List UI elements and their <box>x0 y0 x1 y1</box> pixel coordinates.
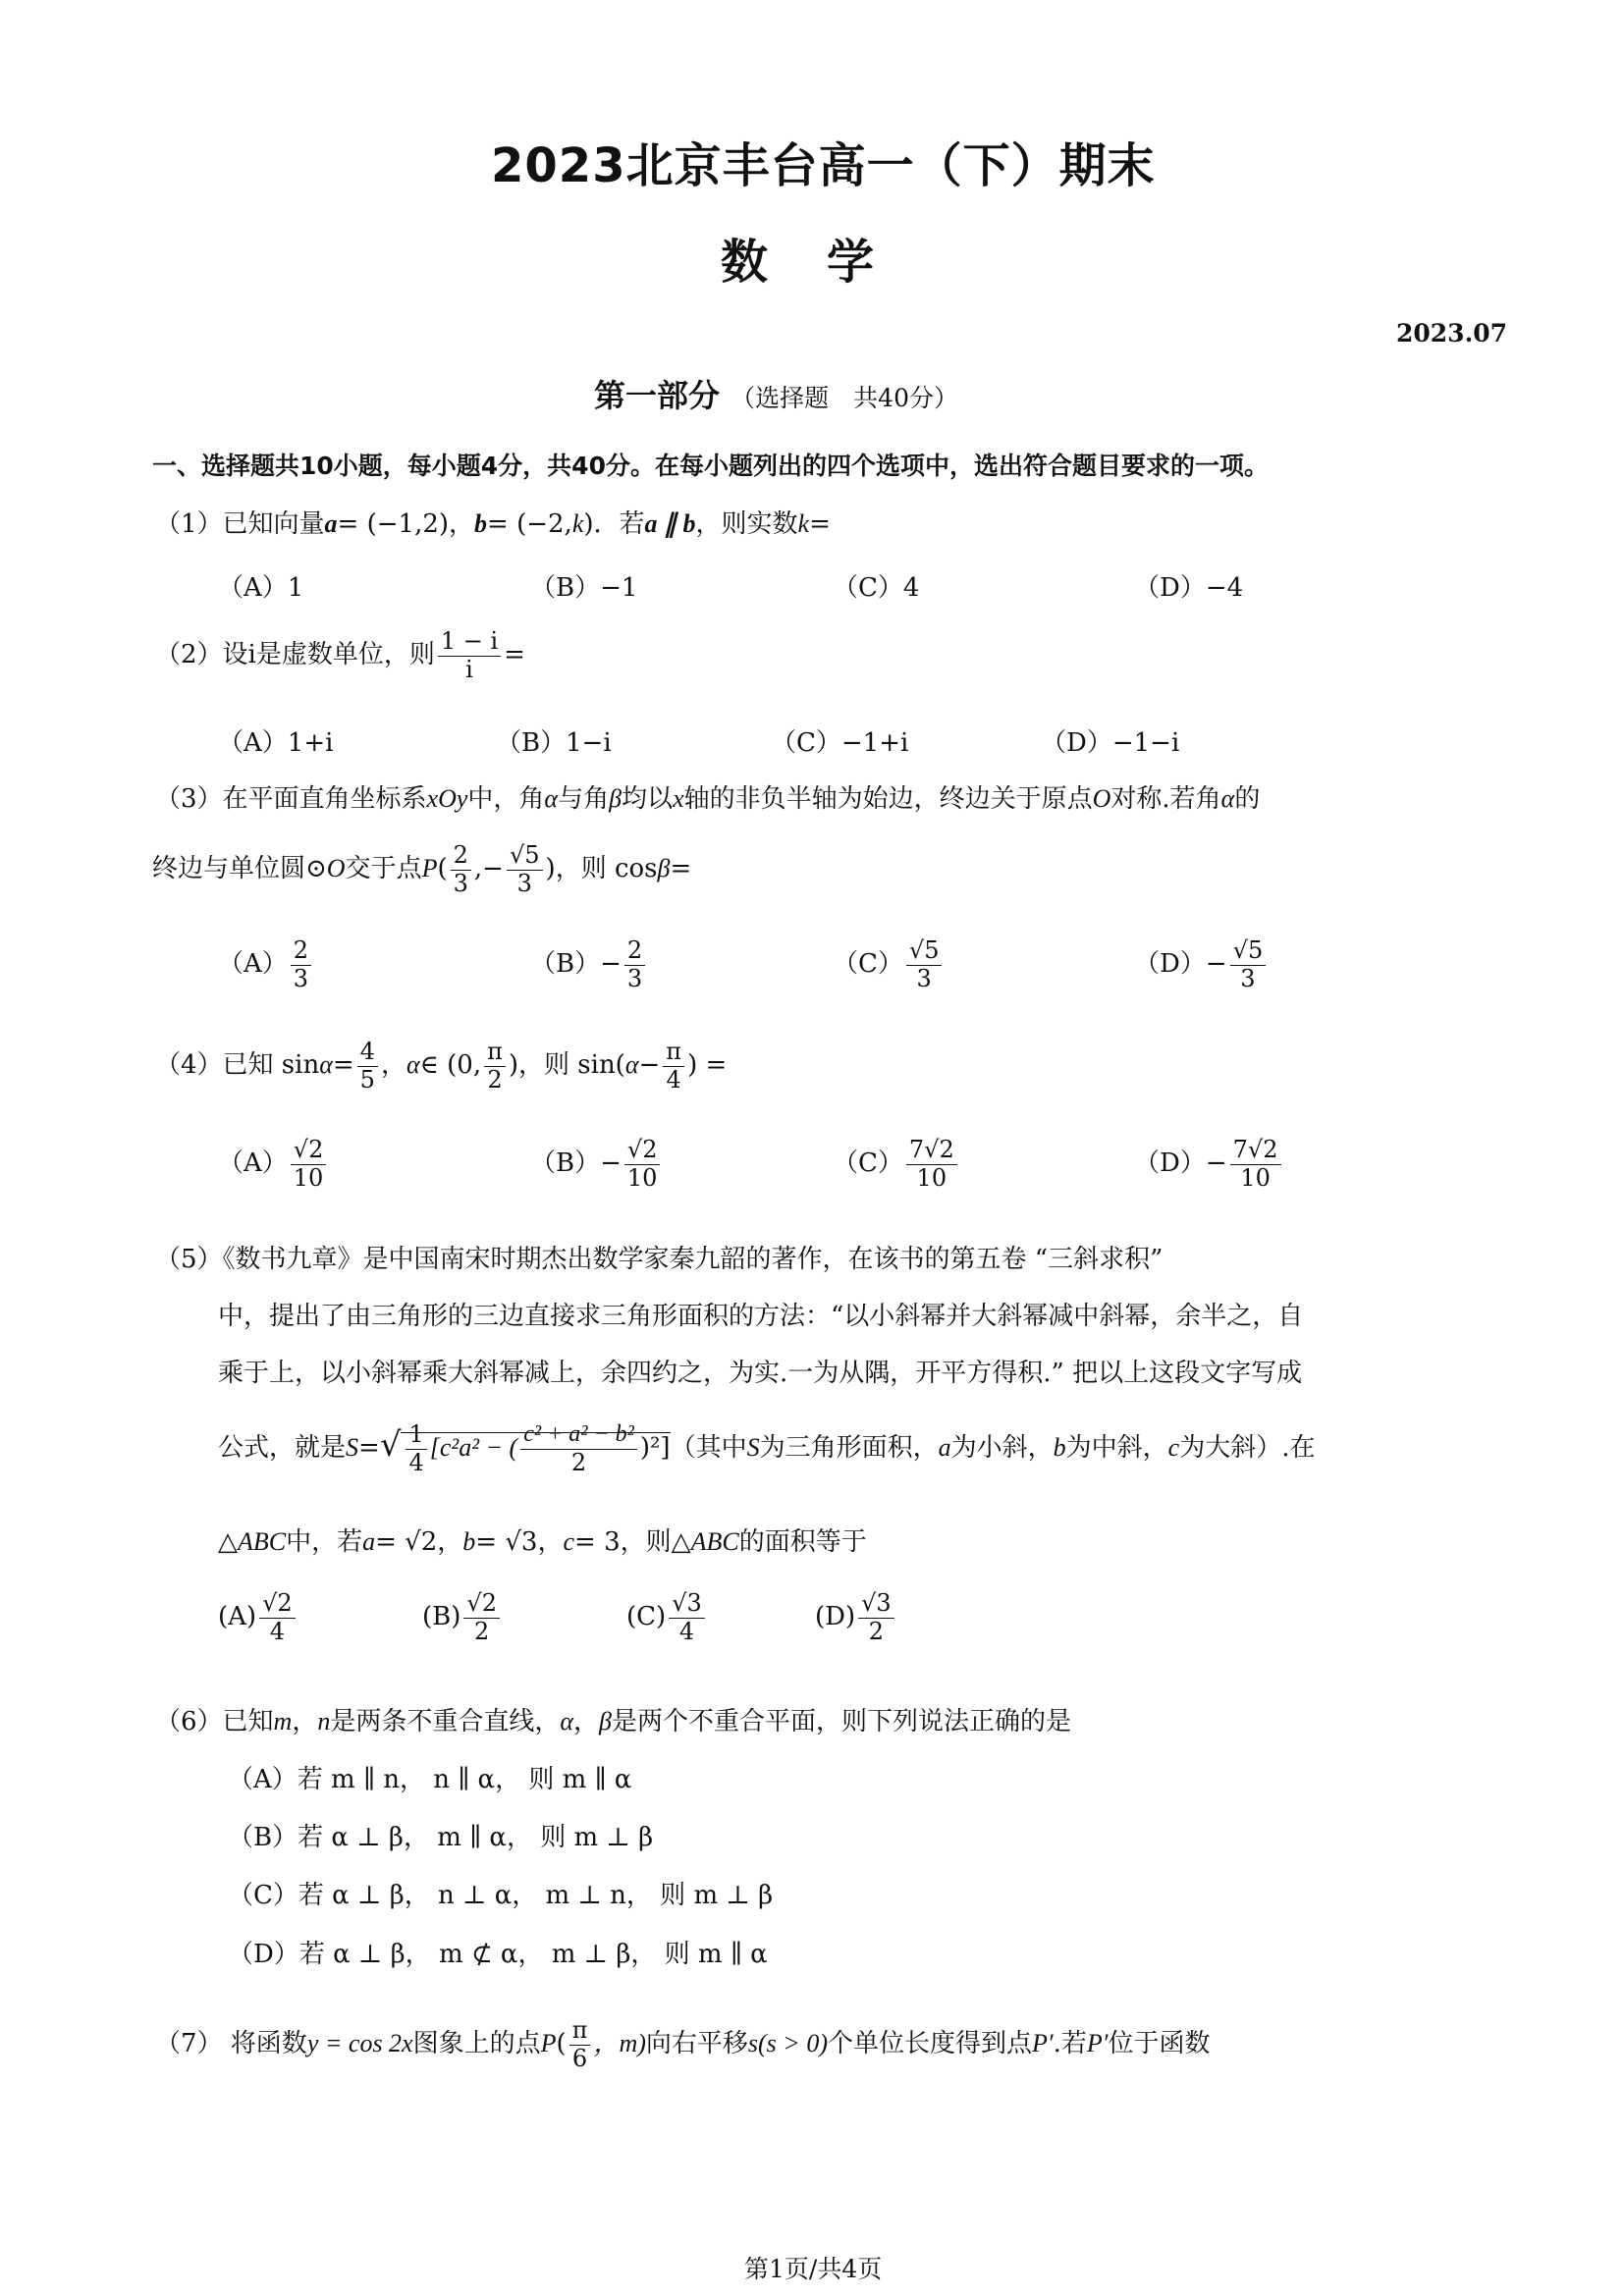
q1-option-c[interactable]: （C）4 <box>833 573 920 603</box>
question-2: （2）设i是虚数单位，则 $\frac{1 - i}{i}$ = <box>155 627 525 683</box>
q3-option-b[interactable]: （B）− $\frac{2}{3}$ <box>530 937 648 992</box>
page-title: 2023北京丰台高一（下）期末 <box>491 138 1156 193</box>
part-heading <box>594 371 958 416</box>
page-footer: 第1页/共4页 <box>744 2255 883 2283</box>
question-3-line-1: （3）在平面直角坐标系xOy中，角α与角β均以x轴的非负半轴为始边，终边关于原点O对称.若角α的 <box>155 784 1261 814</box>
q4-option-d[interactable]: （D）− $\frac{7√2}{10}$ <box>1134 1137 1284 1192</box>
exam-date: 2023.07 <box>1396 319 1508 347</box>
q2-option-d[interactable]: （D）−1−i <box>1041 728 1180 758</box>
q2-option-b[interactable]: （B）1−i <box>496 728 612 758</box>
q5-option-c[interactable]: (C) $\frac{√3}{4}$ <box>626 1590 708 1645</box>
question-3-line-2: 终边与单位圆⊙O交于点P( $\frac{2}{3}$ ,− $\frac{√5}{3}$ )，则 cosβ= <box>152 841 692 897</box>
question-7: （7） 将函数y = cos 2x图象上的点P( $\frac{\pi}{6}$ ，m)向右平移s(s > 0)个单位长度得到点P′.若P′位于函数 <box>155 2016 1211 2072</box>
subject-title: 数学 <box>721 235 934 290</box>
section-instructions: 一、选择题共10小题，每小题4分，共40分。在每小题列出的四个选项中，选出符合题目要求的一项。 <box>152 452 1269 480</box>
question-4: （4）已知 sinα= $\frac{4}{5}$ ，α∈ (0, $\frac{\pi}{2}$ )，则 sin(α− $\frac{\pi}{4}$ ) = <box>155 1038 728 1094</box>
q2-option-c[interactable]: （C）−1+i <box>771 728 909 758</box>
q6-option-c[interactable]: （C）若 α ⊥ β， n ⊥ α， m ⊥ n， 则 m ⊥ β <box>228 1881 774 1910</box>
q1-option-b[interactable]: （B）−1 <box>530 573 638 603</box>
q4-option-a[interactable]: （A） $\frac{√2}{10}$ <box>218 1137 329 1192</box>
q1-option-d[interactable]: （D）−4 <box>1134 573 1244 603</box>
question-1: （1）已知向量a= (−1,2)，b= (−2,k)．若a ∥ b，则实数k= <box>155 509 831 539</box>
q6-option-b[interactable]: （B）若 α ⊥ β， m ∥ α， 则 m ⊥ β <box>228 1823 654 1852</box>
q1-option-a[interactable]: （A）1 <box>218 573 304 603</box>
part-note: （选择题 共40分） <box>731 384 958 412</box>
q5-option-d[interactable]: (D) $\frac{√3}{2}$ <box>815 1590 897 1645</box>
question-5-formula-line: 公式，就是S=√ $\frac{1}{4}$ [c²a² − ( $\frac{\text{c² + a² − b²}}{2}$ )²]（其中S为三角形面积，a为小斜，b为中斜，c为大斜）.在 <box>218 1420 1316 1476</box>
question-5-line-3: 乘于上，以小斜幂乘大斜幂减上，余四约之，为实.一为从隅，开平方得积.” 把以上这段文字写成 <box>218 1359 1303 1388</box>
q4-option-c[interactable]: （C） $\frac{7√2}{10}$ <box>833 1137 960 1192</box>
sqrt-formula: $\frac{1}{4}$ [c²a² − ( $\frac{\text{c² + a² − b²}}{2}$ )²] <box>401 1432 670 1463</box>
q4-option-b[interactable]: （B）− $\frac{√2}{10}$ <box>530 1137 663 1192</box>
q6-option-d[interactable]: （D）若 α ⊥ β， m ⊄ α， m ⊥ β， 则 m ∥ α <box>228 1940 768 1969</box>
question-5-line-1: （5）《数书九章》是中国南宋时期杰出数学家秦九韶的著作，在该书的第五卷 “三斜求积” <box>155 1245 1164 1274</box>
q2-option-a[interactable]: （A）1+i <box>218 728 334 758</box>
q3-option-c[interactable]: （C） $\frac{√5}{3}$ <box>833 937 945 992</box>
q5-option-b[interactable]: (B) $\frac{√2}{2}$ <box>422 1590 503 1645</box>
question-5-line-2: 中，提出了由三角形的三边直接求三角形面积的方法：“以小斜幂并大斜幂减中斜幂，余半之，自 <box>218 1302 1304 1331</box>
q6-option-a[interactable]: （A）若 m ∥ n， n ∥ α， 则 m ∥ α <box>228 1765 632 1794</box>
part-title: 第一部分 <box>594 377 721 414</box>
q5-option-a[interactable]: (A) $\frac{√2}{4}$ <box>218 1590 298 1645</box>
q3-option-d[interactable]: （D）− $\frac{√5}{3}$ <box>1134 937 1269 992</box>
q2-fraction: $\frac{1 - i}{i}$ <box>438 628 501 683</box>
question-5-line-5: △ABC中，若a= √2，b= √3，c= 3，则△ABC的面积等于 <box>218 1527 867 1557</box>
question-6: （6）已知m，n是两条不重合直线，α，β是两个不重合平面，则下列说法正确的是 <box>155 1707 1071 1736</box>
q3-option-a[interactable]: （A） $\frac{2}{3}$ <box>218 937 314 992</box>
